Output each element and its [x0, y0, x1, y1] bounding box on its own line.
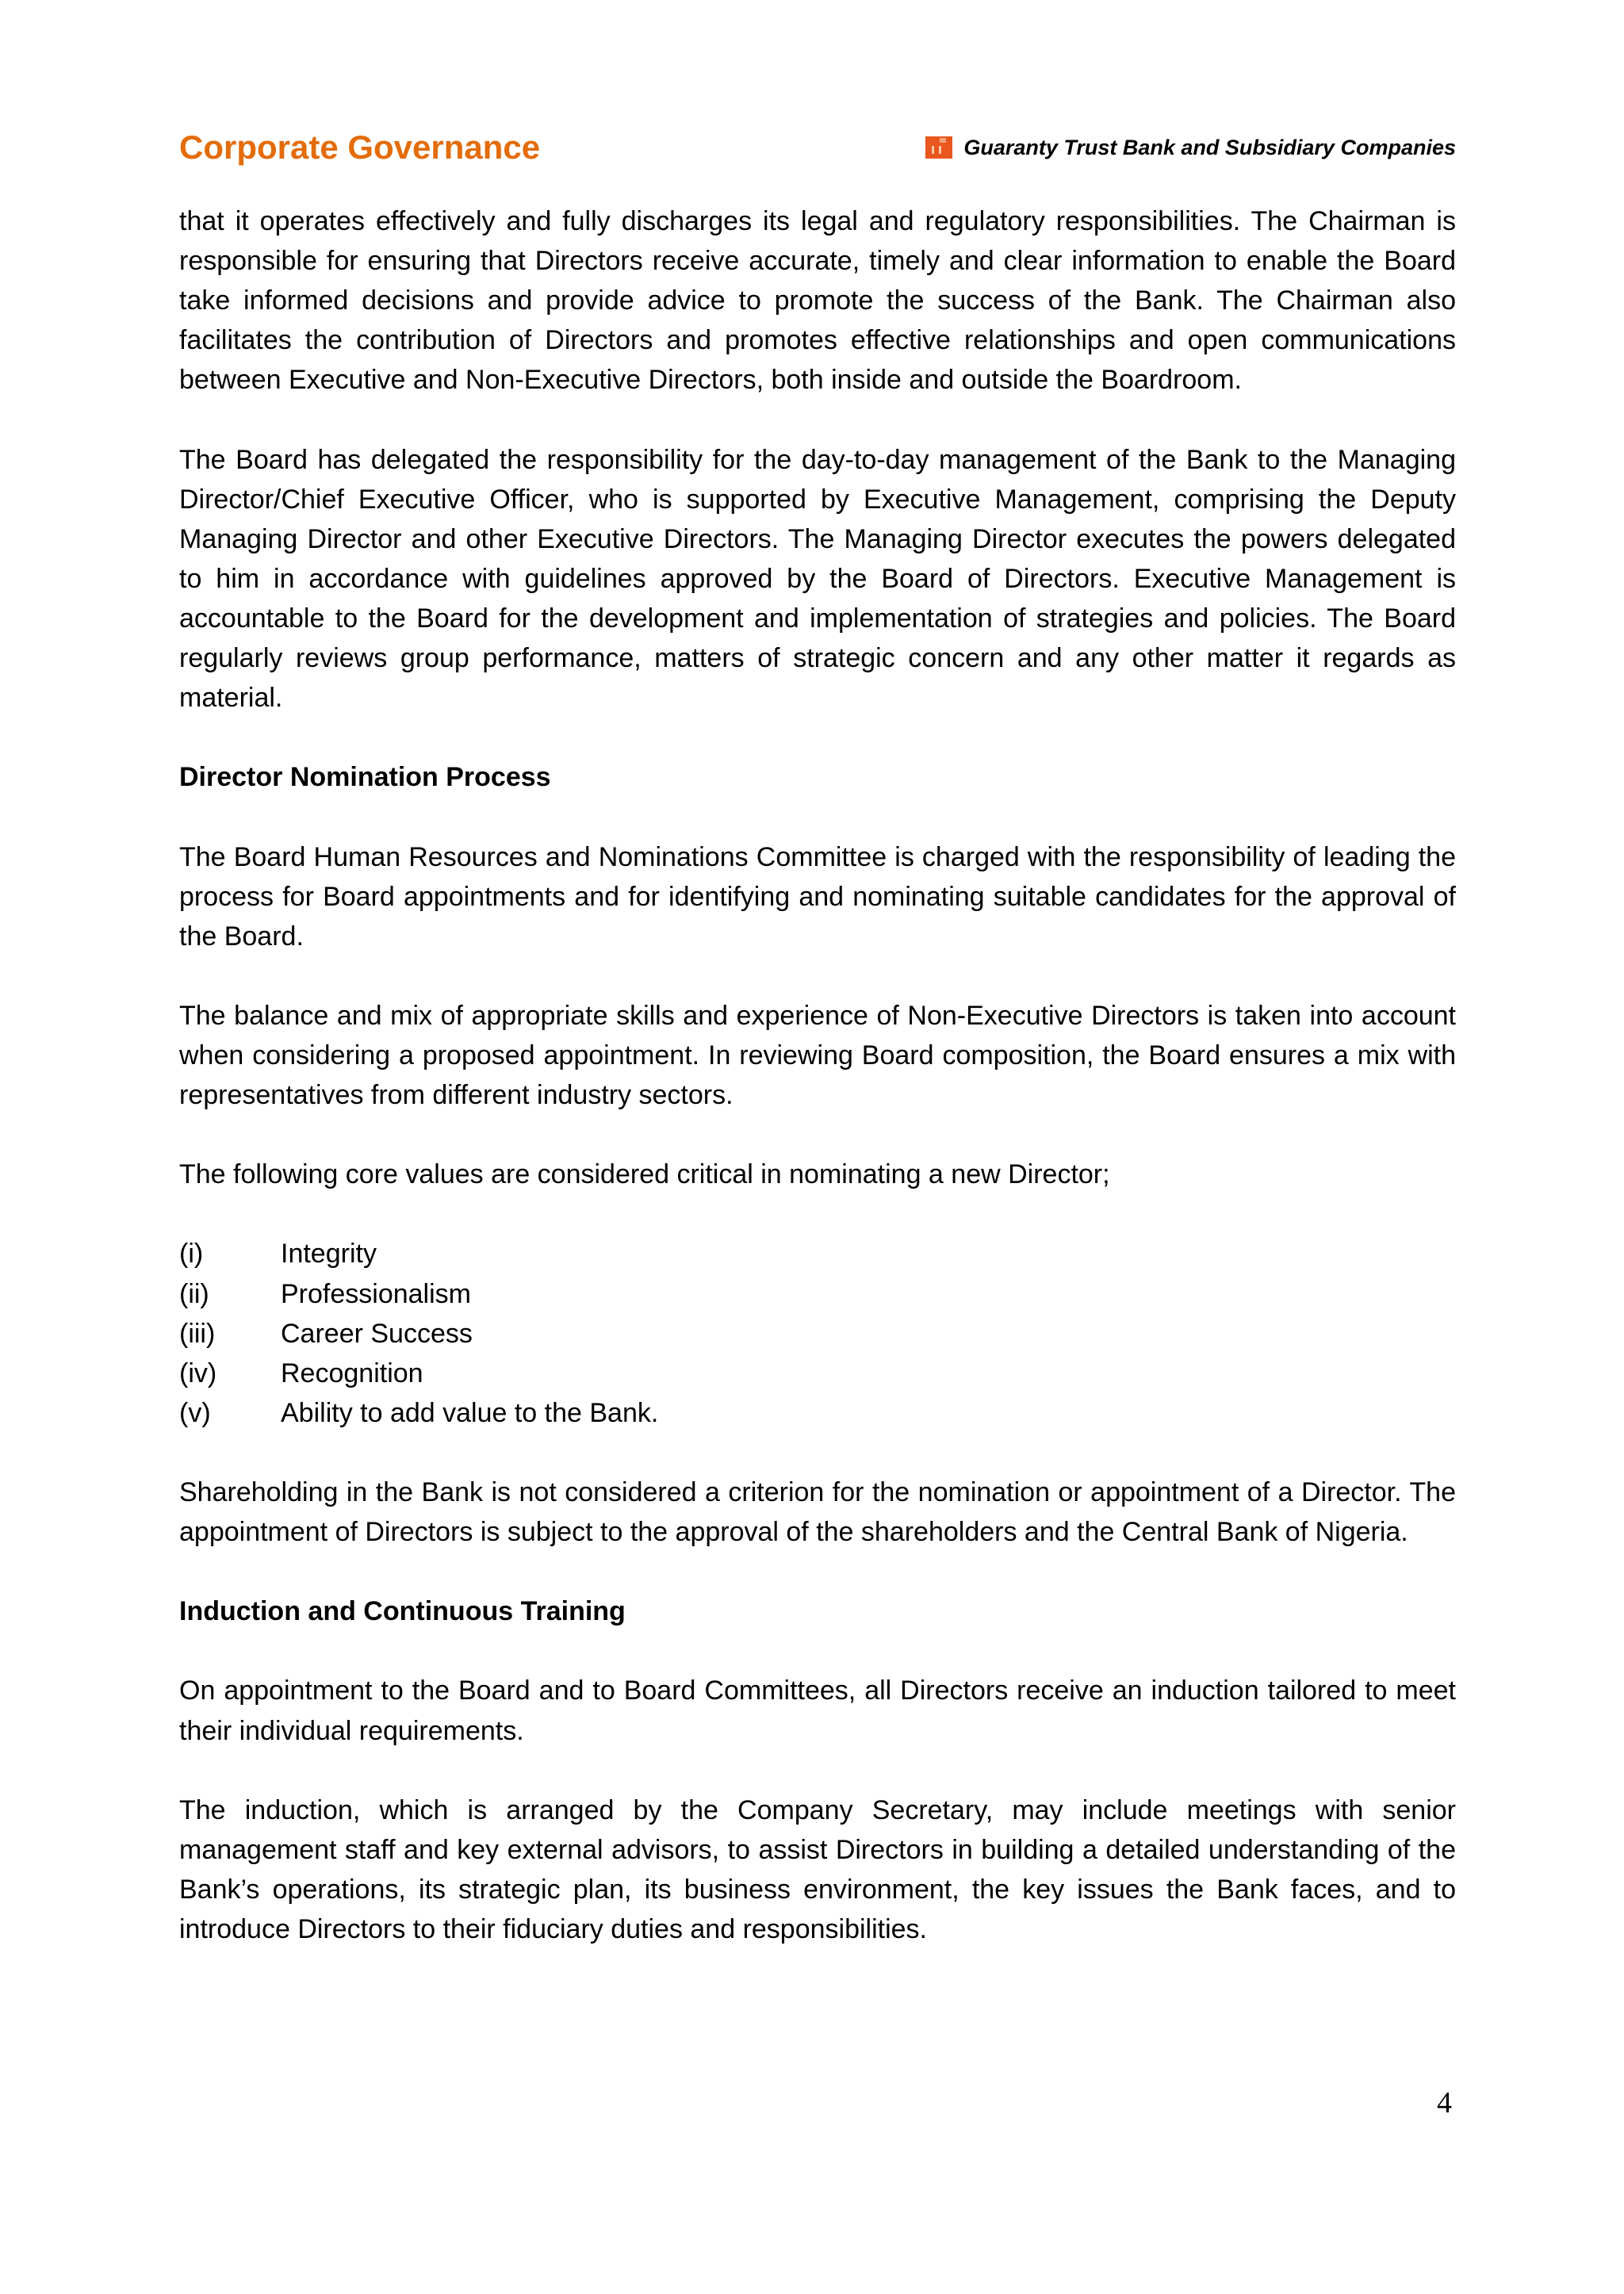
list-item: [179, 1314, 1456, 1354]
paragraph: The induction, which is arranged by the Company Secretary, may include meetings with senior management staff and key external advisors, to assist Directors in building a detailed understanding of the Bank’s operations, its strategic plan, its business environment, the key issues the Bank faces, and to introduce Directors to their fiduciary duties and responsibilities.: [179, 1794, 1456, 1945]
brand-name: Guaranty Trust Bank and Subsidiary Companies: [963, 136, 1456, 159]
list-number: (ii): [179, 1278, 209, 1309]
document-body: [179, 201, 1456, 1989]
list-text: Career Success: [281, 1318, 473, 1349]
paragraph: The balance and mix of appropriate skills and experience of Non-Executive Directors is taken into account when considering a proposed appointment. In reviewing Board composition, the Board ensures a mix with representatives from different industry sectors.: [179, 1000, 1456, 1111]
section-title: Corporate Governance: [179, 128, 541, 166]
heading-director-nomination: Director Nomination Process: [179, 762, 551, 793]
paragraph: The Board has delegated the responsibility for the day-to-day management of the Bank to the Managing Director/Chief Executive Officer, who is supported by Executive Management, comprising the Deputy Managing Director and other Executive Directors. The Managing Director executes the powers delegated to him in accordance with guidelines approved by the Board of Directors. Executive Management is accountable to the Board for the development and implementation of strategies and policies. The Board regularly reviews group performance, matters of strategic concern and any other matter it regards as material.: [179, 444, 1456, 714]
list-text: Ability to add value to the Bank.: [281, 1397, 659, 1428]
heading-induction-training: Induction and Continuous Training: [179, 1596, 626, 1627]
list-number: (v): [179, 1397, 211, 1428]
page-header: [179, 124, 1456, 171]
core-values-list: [179, 1234, 1456, 1432]
list-item: [179, 1234, 1456, 1273]
list-number: (iv): [179, 1358, 217, 1388]
paragraph: Shareholding in the Bank is not considered a criterion for the nomination or appointment of a Director. The appointment of Directors is subject to the approval of the shareholders and the Central Bank of Nigeria.: [179, 1477, 1456, 1548]
paragraph: The following core values are considered critical in nominating a new Director;: [179, 1159, 1110, 1190]
list-item: [179, 1354, 1456, 1393]
list-number: (i): [179, 1239, 204, 1270]
paragraph: The Board Human Resources and Nominations Committee is charged with the responsibility of leading the process for Board appointments and for identifying and nominating suitable candidates for the approval of the Board.: [179, 841, 1456, 952]
brand: [925, 133, 1456, 162]
list-item: [179, 1274, 1456, 1314]
paragraph: On appointment to the Board and to Board Committees, all Directors receive an induction tailored to meet their individual requirements.: [179, 1676, 1456, 1746]
list-text: Recognition: [281, 1358, 423, 1388]
list-item: [179, 1393, 1456, 1433]
bank-logo-icon: [925, 136, 952, 159]
list-number: (iii): [179, 1318, 216, 1349]
paragraph: that it operates effectively and fully discharges its legal and regulatory responsibilities. The Chairman is responsible for ensuring that Directors receive accurate, timely and clear information to enable the Board take informed decisions and provide advice to promote the success of the Bank. The Chairman also facilitates the contribution of Directors and promotes effective relationships and open communications between Executive and Non-Executive Directors, both inside and outside the Boardroom.: [179, 206, 1456, 396]
list-text: Integrity: [281, 1239, 377, 1270]
page-number: 4: [1437, 2086, 1452, 2120]
list-text: Professionalism: [281, 1278, 471, 1309]
